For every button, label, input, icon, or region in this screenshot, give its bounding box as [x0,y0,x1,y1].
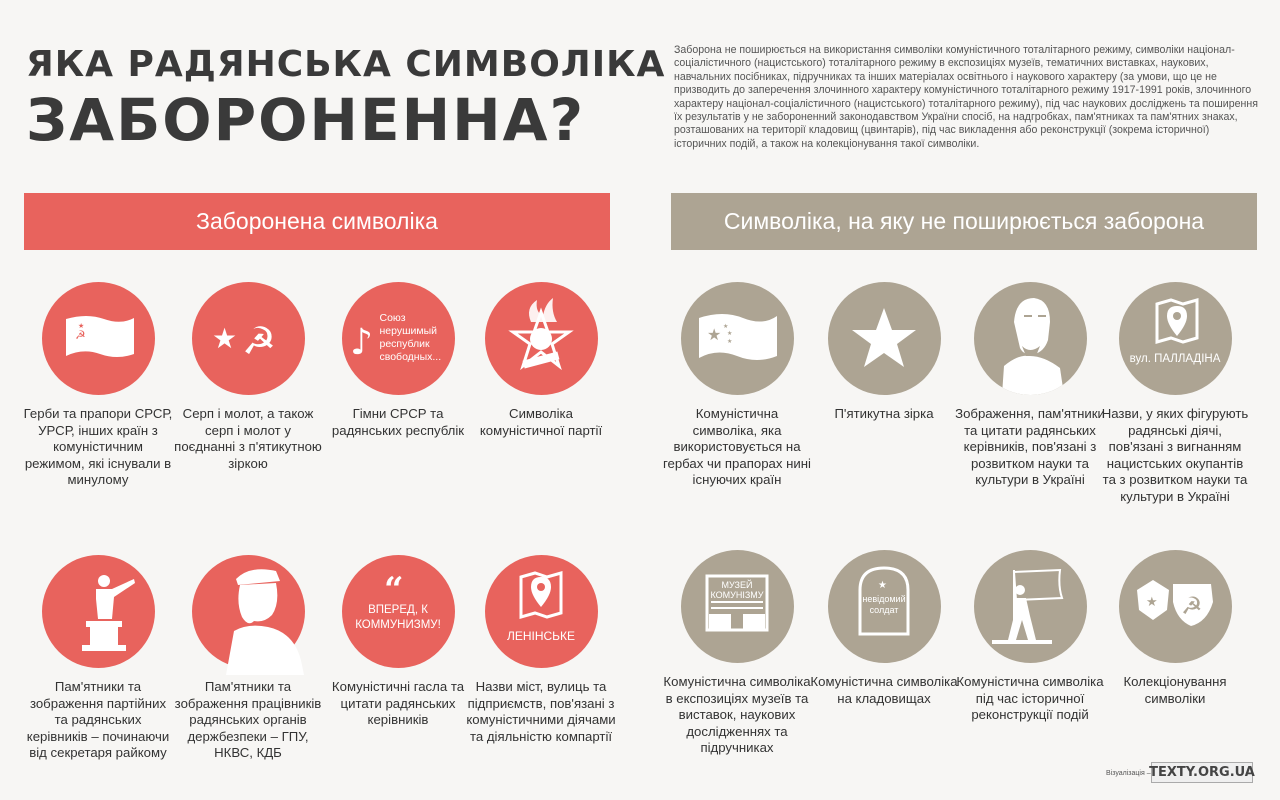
allowed-item-leaders [955,282,1105,489]
monument-icon [42,555,155,668]
badges-icon [1119,550,1232,663]
forbidden-caption: Гімни СРСР та радянських республік [331,406,465,438]
anthem-lyrics: Союз нерушимый республик свободных... [379,312,442,363]
gravestone-icon [828,550,941,663]
forbidden-item-slogans [323,555,473,729]
forbidden-caption: Герби та прапори СРСР, УРСР, інших країн з комуністичним режимом, які існували в минулому [23,406,173,488]
allowed-section-title: Символіка, на яку не поширюється заборона [723,208,1205,234]
svg-text:★: ★ [1145,595,1158,610]
star-hammer-sickle-icon [192,282,305,395]
forbidden-caption: Комуністичні гасла та цитати радянських керівників [331,679,465,728]
forbidden-caption: Символіка комуністичної партії [479,406,603,438]
ussr-flag-icon [42,282,155,395]
allowed-caption: Назви, у яких фігурують радянські діячі, пов'язані з вигнанням нацистських окупантів та з розвитком науки та культури в Україні [1101,406,1249,504]
allowed-caption: Колекціонування символіки [1123,674,1227,706]
svg-text:★: ★ [726,330,732,337]
forbidden-item-party [466,282,616,439]
svg-text:★: ★ [877,580,887,591]
museum-icon [681,550,794,663]
map-pin-icon [1119,282,1232,395]
page-title-line2: ЗАБОРОНЕННА? [26,86,586,154]
forbidden-item-flags [23,282,173,489]
china-flag-icon [681,282,794,395]
allowed-item-cemeteries [809,550,959,707]
svg-text:☭: ☭ [241,319,276,363]
allowed-caption: П'ятикутна зірка [834,406,934,421]
svg-text:★: ★ [726,338,732,345]
leader-portrait-icon [974,282,1087,395]
street-name: вул. ПАЛЛАДІНА [1129,353,1221,365]
allowed-item-names [1100,282,1250,506]
page-title-line1: ЯКА РАДЯНСЬКА СИМВОЛІКА [26,44,666,85]
forbidden-item-anthems [323,282,473,439]
allowed-item-star [809,282,959,423]
svg-text:♪: ♪ [349,322,373,363]
allowed-caption: Комуністична символіка під час історичної реконструкції подій [956,674,1104,723]
allowed-item-flags [662,282,812,489]
quote-icon [342,555,455,668]
grave-label: невідомий солдат [862,594,906,615]
forbidden-caption: Пам'ятники та зображення партійних та радянських керівників – починаючи від секретаря райкому [26,679,170,761]
allowed-item-museums [662,550,812,757]
slogan-text: ВПЕРЕД, К КОММУНИЗМУ! [355,604,441,631]
svg-text:★: ★ [77,322,84,330]
visualization-credit: Візуалізація – [1106,770,1151,777]
texty-logo[interactable]: TEXTY.ORG.UA [1151,762,1253,783]
allowed-section-header [671,193,1257,250]
svg-text:“: “ [383,570,404,610]
party-badge-icon [485,282,598,395]
forbidden-section-title: Заборонена символіка [196,208,438,234]
star-icon [828,282,941,395]
svg-text:★: ★ [211,322,237,355]
forbidden-item-security [173,555,323,762]
forbidden-caption: Серп і молот, а також серп і молот у поєднанні з п'ятикутною зіркою [174,406,322,471]
forbidden-item-monuments [23,555,173,762]
intro-text: Заборона не поширюється на використання символіки комуністичного тоталітарного режиму, символіки націонал-соціалістичного (нацистського) тоталітарного режиму в експозиціях музеїв, тематичних виставках, наукових, навчальних посібниках, підручниках та інших матеріалах освітнього і наукового характеру (за умови, що це не призводить до заперечення злочинного характеру комуністичного тоталітарного режиму 1917-1991 років, злочинного характеру націонал-соціалістичного (нацистського) тоталітарного режиму), під час наукових досліджень та поширення їх результатів у не забороненний законодавством України спосіб, на надгробках, пам'ятниках та пам'ятних знаках, розташованих на території кладовищ (цвинтарів), під час викладення або реконструкції (зокрема історичної) історичних подій, а також на колекціонування такої символіки. [674,44,1258,150]
allowed-caption: Зображення, пам'ятники та цитати радянських керівників, пов'язані з розвитком науки та культури в Україні [955,406,1105,488]
forbidden-item-hammer-sickle [173,282,323,472]
allowed-caption: Комуністична символіка на кладовищах [810,674,958,706]
allowed-caption: Комуністична символіка, яка використовується на гербах чи прапорах нині існуючих країн [662,406,811,488]
svg-text:☭: ☭ [1180,592,1203,620]
svg-text:☭: ☭ [74,328,86,342]
svg-text:★: ★ [722,323,728,330]
anthem-icon [342,282,455,395]
forbidden-caption: Назви міст, вулиць та підприємств, пов'язані з комуністичними діячами та діяльністю компартії [466,679,616,744]
forbidden-caption: Пам'ятники та зображення працівників радянських органів держбезпеки – ГПУ, НКВС, КДБ [174,679,322,761]
forbidden-section-header [24,193,610,250]
svg-text:★: ★ [706,325,721,344]
allowed-item-collecting [1100,550,1250,707]
allowed-item-reenactment [955,550,1105,724]
city-name: ЛЕНІНСЬКЕ [506,629,576,643]
allowed-caption: Комуністична символіка в експозиціях музеїв та виставок, наукових дослідженнях та підручниках [663,674,811,756]
museum-label: МУЗЕЙ КОМУНІЗМУ [710,580,764,600]
security-officer-icon [192,555,305,668]
forbidden-item-names [466,555,616,745]
map-pin-icon [485,555,598,668]
reenactment-icon [974,550,1087,663]
